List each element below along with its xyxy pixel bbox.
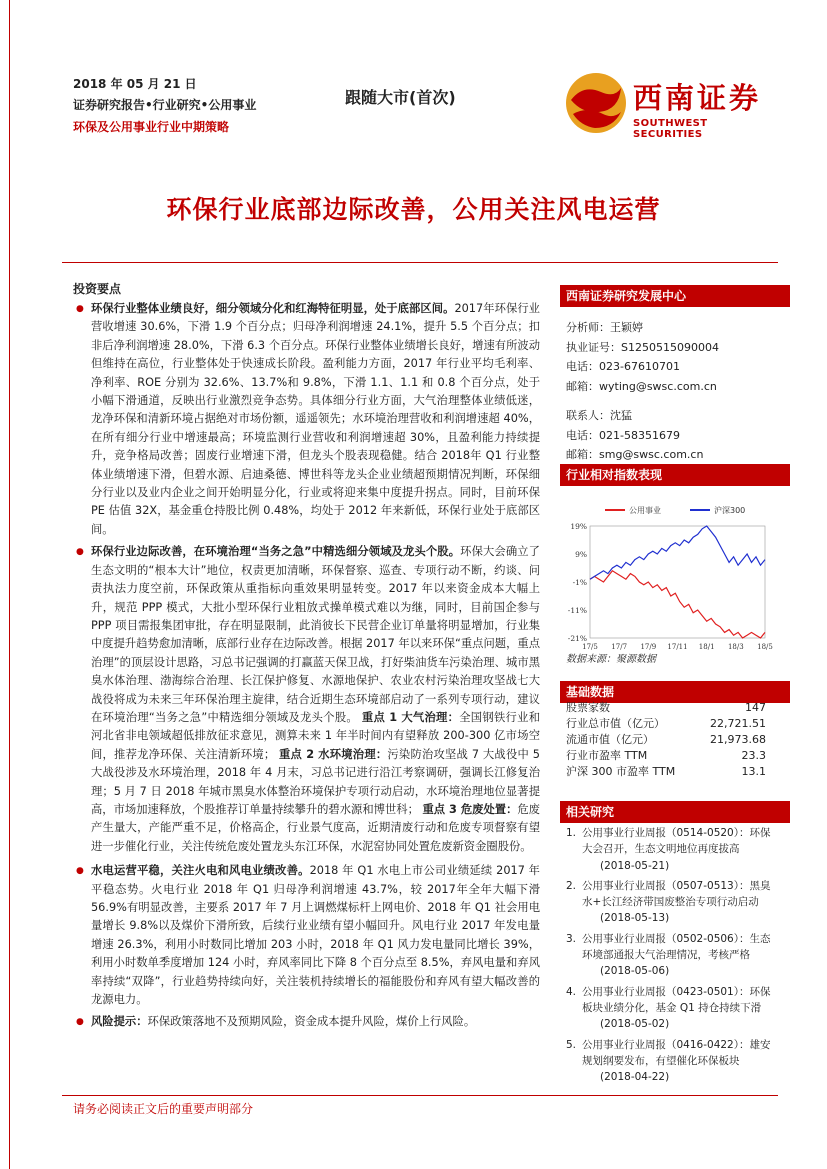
related-research-date: (2018-04-22) <box>600 1071 670 1084</box>
related-research-date: (2018-05-06) <box>600 965 670 978</box>
basic-data-key: 行业总市值（亿元） <box>566 717 665 730</box>
focus-2-text: 污染防治攻坚战 7 大战役中 5 大战役涉及水环境治理，2018 年 4 月末，习总书记进行沿江考察调研，强调长江修复治理；5 月 7 日 2018 年城市黑臭水体整治环境保护专项行动启动，水环境治理地位显著提高，市场加速释放，个股推荐订单量持续攀升的碧水源和博世科； <box>91 747 540 816</box>
basic-data-key: 股票家数 <box>566 701 610 714</box>
focus-3-label: 重点 3 危废处置： <box>422 802 518 816</box>
x-tick-label: 18/3 <box>727 643 744 651</box>
related-research-title: 公用事业行业周报（0502-0506）：生态环境部通报大气治理情况，考核严格 <box>582 932 771 962</box>
para-heading: 环保行业边际改善，在环境治理“当务之急”中精选细分领域及龙头个股。 <box>91 545 461 559</box>
y-tick-label: -11% <box>567 606 587 615</box>
basic-data-row <box>566 716 766 732</box>
contact-phone: 电话：021-58351679 <box>566 428 680 442</box>
focus-1-text: 全国钢铁行业和河北省非电领域超低排放征求意见，测算未来 1 年半时间内有望释放 200-300 亿市场空间，推荐龙净环保、关注清新环境； <box>91 710 540 761</box>
x-tick-label: 18/5 <box>757 643 773 651</box>
analyst-name: 分析师：王颖婷 <box>566 321 643 334</box>
basic-data-value: 21,973.68 <box>710 733 766 746</box>
y-tick-label: 9% <box>575 550 587 559</box>
x-tick-label: 17/11 <box>667 643 688 651</box>
bullet-icon: ● <box>76 1017 84 1028</box>
y-tick-label: 19% <box>570 522 587 531</box>
report-type: 证券研究报告•行业研究•公用事业 <box>73 98 257 112</box>
related-research-item[interactable] <box>566 984 774 1033</box>
basic-data-value: 147 <box>745 701 766 714</box>
left-red-border <box>9 0 10 1169</box>
legend-label: 沪深300 <box>714 506 746 515</box>
bullet-icon: ● <box>76 866 84 877</box>
bullet-icon: ● <box>76 547 84 558</box>
contact-email[interactable]: 邮箱：smg@swsc.com.cn <box>566 448 704 461</box>
para-heading: 风险提示： <box>91 1015 148 1029</box>
basic-data-row <box>566 764 766 780</box>
basic-data-bar: 基础数据 <box>560 681 790 703</box>
rating: 跟随大市(首次) <box>345 88 456 107</box>
y-tick-label: -1% <box>572 578 587 587</box>
footer-divider <box>62 1095 778 1096</box>
basic-data-value: 22,721.51 <box>710 717 766 730</box>
chart-source: 数据来源：聚源数据 <box>566 654 656 665</box>
company-logo <box>563 70 778 138</box>
related-research-title: 公用事业行业周报（0514-0520）：环保大会召开，生态文明地位再度拔高 <box>582 827 771 856</box>
related-research-item[interactable] <box>566 931 774 980</box>
section-title: 投资要点 <box>73 282 122 296</box>
para-text: 2017年环保行业营收增速 30.6%，下滑 1.9 个百分点；归母净利润增速 24.1%，提升 5.5 个百分点；扣非后净利润增速 28.0%，下滑 6.3 个百分点。环保行业整体业绩增长良好，增速有所波动但维持在高位，行业整体处于快速成长阶段。盈利能力方面，2017 年行业平均毛利率、净利率、ROE 分别为 32.6%、13.7%和 9.8%，下滑 1.1、1.1 和 0.8 个百分点，处于小幅下滑通道，反映出行业激烈竞争态势。具体细分行业方面，大气治理整体业绩低迷，龙净环保和清新环境占据绝对市场份额，遥遥领先；水环境治理营收和利润增速超 40%，在所有细分行业中增速最高；环境监测行业营收和利润增速超 30%，且盈利能力持续提升，竞争格局改善；固废行业增速下滑，但龙头个股表现稳健。结合 2018年 Q1 行业整体业绩增速下滑，但碧水源、启迪桑德、博世科等龙头企业业绩超预期情况判断，环保细分行业以及业内企业之间开始明显分化，行业或将迎来集中度提升拐点。同时，目前环保 PE 估值 32X，基金重仓持股比例 0.48%，均处于 2012 年来新低，环保行业处于底部区间。 <box>91 302 540 536</box>
para-heading: 环保行业整体业绩良好，细分领域分化和红海特征明显，处于底部区间。 <box>91 302 455 315</box>
related-research-number: 2. <box>566 879 577 892</box>
logo-text-cn: 西南证券 <box>633 81 762 115</box>
related-research-date: (2018-05-02) <box>600 1018 670 1031</box>
basic-data-key: 行业市盈率 TTM <box>566 749 648 762</box>
related-research-date: (2018-05-21) <box>600 859 670 872</box>
related-research-title: 公用事业行业周报（0507-0513）：黑臭水+长江经济带国废整治专项行动启动 <box>582 879 771 909</box>
basic-data-key: 流通市值（亿元） <box>566 733 654 746</box>
x-tick-label: 17/5 <box>582 643 598 651</box>
analyst-cert: 执业证号：S1250515090004 <box>566 340 719 354</box>
para-heading: 水电运营平稳，关注火电和风电业绩改善。 <box>91 864 310 878</box>
para-text: 2018 年 Q1 水电上市公司业绩延续 2017 年平稳态势。火电行业 2018 年 Q1 归母净利润增速 43.7%，较 2017年全年大幅下滑 56.9%有明显改善，主要系 2017 年 7 月上调燃煤标杆上网电价、2018 年 Q1 社会用电量增长 9.8%以及煤价下滑所致，后续行业业绩有望小幅回升。风电行业 2017 年发电量增速 26.3%，利用小时数同比增加 203 小时，2018 年 Q1 风力发电量同比增长 39%，利用小时数单季度增加 124 小时，弃风率同比下降 8 个百分点至 8.5%，弃风电量和弃风率持续“双降”，行业趋势持续向好，关注装机持续增长的福能股份和弃风有望大幅改善的龙源电力。 <box>91 864 540 1007</box>
paragraph-risk <box>73 1013 540 1031</box>
related-research-number: 5. <box>566 1038 577 1051</box>
title-divider <box>62 262 778 263</box>
related-research-item[interactable] <box>566 878 774 927</box>
basic-data-value: 23.3 <box>741 749 766 762</box>
para-text: 环保大会确立了生态文明的“根本大计”地位，权责更加清晰，环保督察、巡查、专项行动不断，约谈、问责执法力度空前，环保政策从重指标向重效果明显转变。2017 年以来资金成本大幅上升，规范 PPP 模式，大批小型环保行业粗放式操单模式难以为继，同时，目前国企参与 PPP 项目需报集团审批，存在明显限制，此消彼长下民营企业订单量将明显增加，行业集中度提升趋势愈加清晰，底部行业存在边际改善。根据 2017 年以来环保“重点问题，重点治理”的顶层设计思路，习总书记强调的打赢蓝天保卫战，打好柴油货车污染治理、城市黑臭水体治理、渤海综合治理、长江保护修复、水源地保护、农业农村污染治理攻坚战七大战役将成为未来三年环保治理主旋律，结合近期生态环境部启动了一系列专项行动，建议在环境治理“当务之急”中精选细分领域及龙头个股。 <box>91 545 540 724</box>
related-research-title: 公用事业行业周报（0423-0501）：环保板块业绩分化，基金 Q1 持仓持续下滑 <box>582 985 771 1014</box>
related-research-list <box>566 825 774 1089</box>
basic-data-value: 13.1 <box>741 765 766 778</box>
basic-data-row <box>566 748 766 764</box>
research-center-bar: 西南证券研究发展中心 <box>560 285 790 307</box>
report-date: 2018 年 05 月 21 日 <box>73 77 197 91</box>
x-tick-label: 17/9 <box>640 643 657 651</box>
series-line <box>590 526 765 579</box>
paragraph-marginal-improvement <box>73 543 540 856</box>
basic-data-key: 沪深 300 市盈率 TTM <box>566 765 676 778</box>
analyst-phone: 电话：023-67610701 <box>566 360 680 373</box>
y-tick-label: -21% <box>567 634 587 643</box>
logo-emblem-icon <box>563 70 629 136</box>
related-research-bar: 相关研究 <box>560 801 790 823</box>
chart-title-bar: 行业相对指数表现 <box>560 464 790 486</box>
logo-text-en: SOUTHWEST SECURITIES <box>633 118 708 140</box>
contact-name: 联系人：沈猛 <box>566 409 632 422</box>
related-research-date: (2018-05-13) <box>600 912 670 925</box>
related-research-item[interactable] <box>566 1037 774 1086</box>
bullet-icon: ● <box>76 304 84 314</box>
related-research-title: 公用事业行业周报（0416-0422）：雄安规划纲要发布，有望催化环保板块 <box>582 1038 771 1067</box>
relative-index-chart <box>560 488 778 668</box>
related-research-item[interactable] <box>566 825 774 874</box>
series-line <box>590 571 765 638</box>
legend-label: 公用事业 <box>629 506 661 515</box>
x-tick-label: 18/1 <box>698 643 715 651</box>
basic-data-row <box>566 700 766 716</box>
page-title: 环保行业底部边际改善，公用关注风电运营 <box>166 195 661 224</box>
related-research-number: 4. <box>566 985 577 998</box>
basic-data-row <box>566 732 766 748</box>
para-text: 环保政策落地不及预期风险，资金成本提升风险，煤价上行风险。 <box>147 1015 476 1029</box>
analyst-contact <box>566 318 719 465</box>
plot-area <box>590 526 765 638</box>
basic-data-table <box>566 700 766 780</box>
analyst-email[interactable]: 邮箱：wyting@swsc.com.cn <box>566 379 717 393</box>
focus-1-label: 重点 1 大气治理： <box>361 710 460 724</box>
focus-2-label: 重点 2 水环境治理： <box>279 747 388 761</box>
footer-disclaimer: 请务必阅读正文后的重要声明部分 <box>73 1102 254 1116</box>
paragraph-utilities <box>73 862 540 1009</box>
paragraph-industry-performance <box>73 300 540 539</box>
focus-3-text: 危废产生量大，产能严重不足，价格高企，行业景气度高，近期清废行动和危废专项督察有望进一步催化行业，关注传统危废处置龙头东江环保，水泥窑协同处置危废新资金圈股份。 <box>91 802 540 853</box>
left-column <box>73 300 540 1032</box>
related-research-number: 1. <box>566 827 577 839</box>
report-subtitle: 环保及公用事业行业中期策略 <box>73 120 230 134</box>
x-tick-label: 17/7 <box>611 643 628 651</box>
related-research-number: 3. <box>566 932 577 945</box>
